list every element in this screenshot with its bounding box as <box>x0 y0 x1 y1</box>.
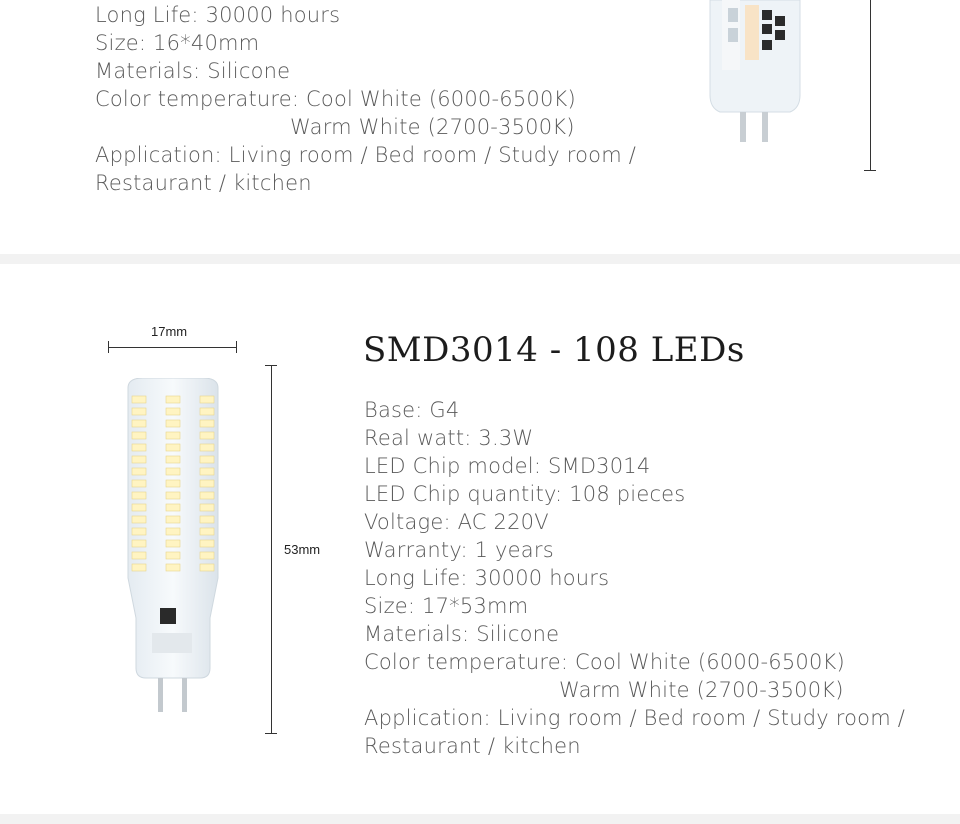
height-dimension-line <box>271 365 272 733</box>
spec-long-life: Long Life: 30000 hours <box>95 3 341 27</box>
top-bulb-image <box>700 0 810 150</box>
spec-size: Size: 17*53mm <box>364 594 529 618</box>
width-dimension-line <box>108 347 237 348</box>
height-dimension-label: 53mm <box>284 542 321 557</box>
spec-voltage: Voltage: AC 220V <box>364 510 549 534</box>
spec-application-cont: Restaurant / kitchen <box>364 734 581 758</box>
top-height-dimension-line <box>870 0 871 170</box>
top-product-section <box>0 0 960 254</box>
spec-warm-white: Warm White (2700-3500K) <box>559 678 844 702</box>
spec-led-chip-model: LED Chip model: SMD3014 <box>364 454 651 478</box>
bottom-divider <box>0 814 960 824</box>
spec-warranty: Warranty: 1 years <box>364 538 554 562</box>
spec-application-cont: Restaurant / kitchen <box>95 171 312 195</box>
spec-real-watt: Real watt: 3.3W <box>364 426 534 450</box>
spec-warm-white: Warm White (2700-3500K) <box>290 115 575 139</box>
spec-size: Size: 16*40mm <box>95 31 260 55</box>
section-divider <box>0 254 960 264</box>
spec-materials: Materials: Silicone <box>95 59 291 83</box>
spec-color-temperature: Color temperature: Cool White (6000-6500K) <box>364 650 845 674</box>
spec-color-temperature: Color temperature: Cool White (6000-6500K) <box>95 87 576 111</box>
height-dimension-tick-bottom <box>265 733 277 734</box>
product-title: SMD3014 - 108 LEDs <box>363 330 745 370</box>
spec-materials: Materials: Silicone <box>364 622 560 646</box>
bulb-image <box>108 378 238 718</box>
spec-base: Base: G4 <box>364 398 460 422</box>
spec-led-chip-quantity: LED Chip quantity: 108 pieces <box>364 482 686 506</box>
width-dimension-label: 17mm <box>151 324 188 339</box>
top-height-dimension-tick <box>864 170 876 171</box>
spec-long-life: Long Life: 30000 hours <box>364 566 610 590</box>
spec-application: Application: Living room / Bed room / Study room / <box>364 706 906 730</box>
spec-application: Application: Living room / Bed room / Study room / <box>95 143 637 167</box>
width-dimension-tick-right <box>236 341 237 353</box>
